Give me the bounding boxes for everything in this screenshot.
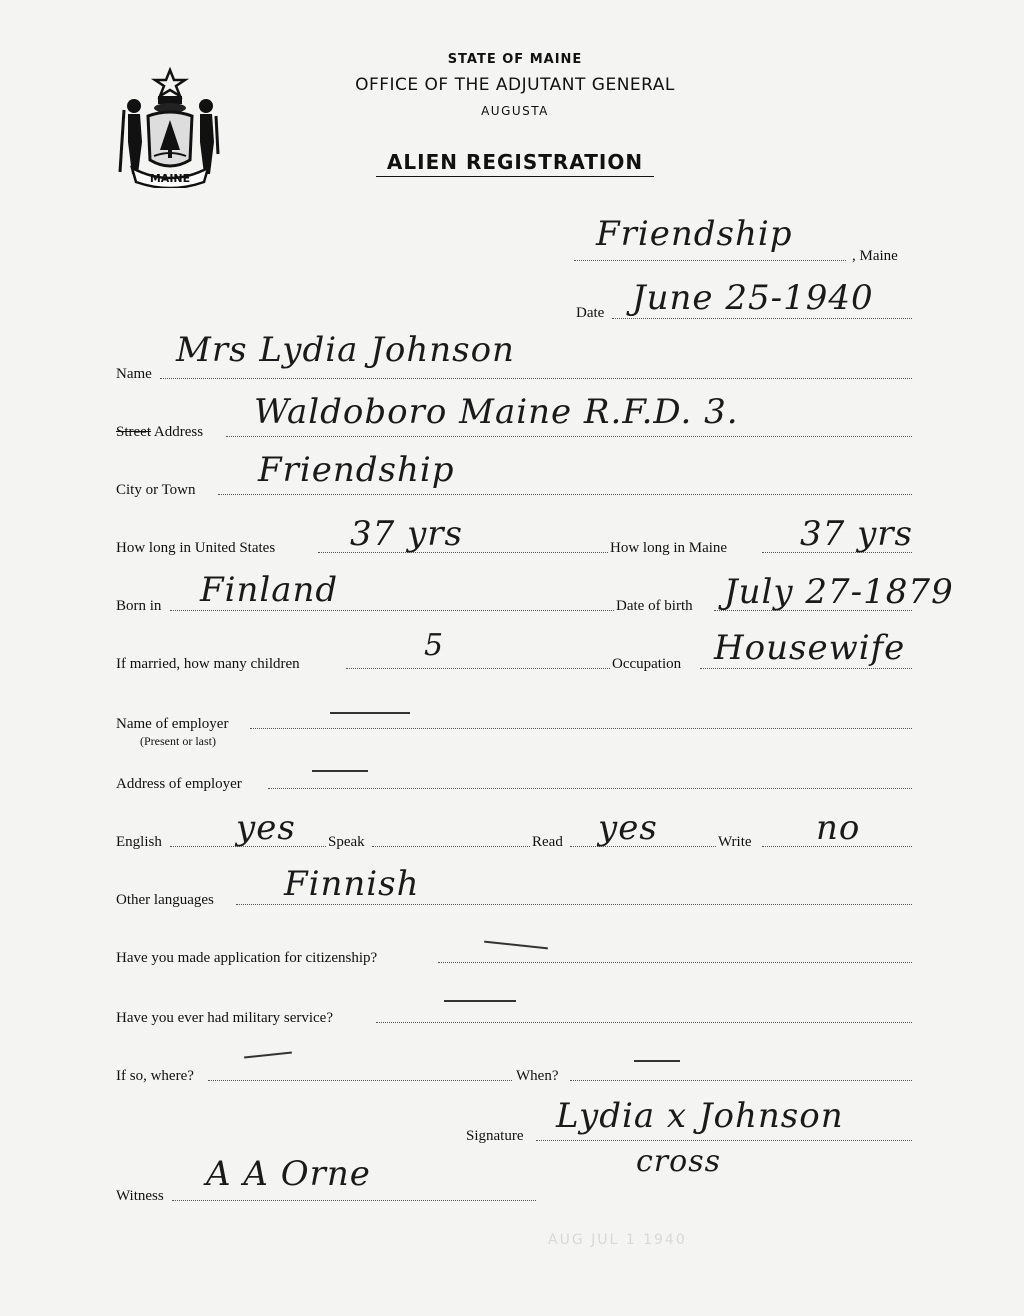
write-label: Write — [718, 834, 752, 850]
signature-note: cross — [636, 1144, 721, 1179]
speak-label: Speak — [328, 834, 365, 850]
city-label: City or Town — [116, 482, 196, 498]
occupation-value: Housewife — [714, 628, 906, 668]
children-value: 5 — [424, 628, 445, 663]
where-dash — [244, 1051, 292, 1058]
children-label: If married, how many children — [116, 656, 300, 672]
other-languages-label: Other languages — [116, 892, 214, 908]
employer-sub-label: (Present or last) — [140, 734, 216, 748]
witness-value: A A Orne — [206, 1154, 371, 1194]
occupation-label: Occupation — [612, 656, 682, 672]
street-address-label — [116, 424, 203, 441]
born-in-value: Finland — [200, 570, 339, 610]
born-in-label: Born in — [116, 598, 162, 614]
write-value: no — [816, 808, 861, 848]
address-word: Address — [151, 424, 204, 440]
read-value: yes — [598, 808, 658, 848]
witness-label: Witness — [116, 1188, 164, 1204]
town-suffix-label: , Maine — [852, 248, 898, 264]
received-stamp: AUG JUL 1 1940 — [548, 1232, 687, 1248]
date-value: June 25-1940 — [632, 278, 874, 318]
street-address-value: Waldoboro Maine R.F.D. 3. — [254, 392, 739, 432]
city-heading: AUGUSTA — [481, 104, 549, 118]
city-value: Friendship — [258, 450, 455, 490]
title-underline — [376, 176, 654, 177]
military-dash — [444, 1000, 516, 1002]
speak-value: yes — [236, 808, 296, 848]
state-heading: STATE OF MAINE — [447, 52, 583, 67]
other-languages-value: Finnish — [284, 864, 420, 904]
employer-dash — [330, 712, 410, 714]
seal-text: MAINE — [149, 172, 191, 185]
employer-label: Name of employer — [116, 716, 229, 732]
read-label: Read — [532, 834, 563, 850]
when-label: When? — [516, 1068, 559, 1084]
date-of-birth-label: Date of birth — [616, 598, 693, 614]
employer-address-label: Address of employer — [116, 776, 242, 792]
when-dash — [634, 1060, 680, 1062]
citizenship-label: Have you made application for citizenship? — [116, 950, 378, 966]
us-duration-label: How long in United States — [116, 540, 276, 556]
town-value: Friendship — [596, 214, 793, 254]
maine-duration-value: 37 yrs — [800, 514, 913, 554]
military-label: Have you ever had military service? — [116, 1010, 333, 1026]
where-label: If so, where? — [116, 1068, 194, 1084]
name-label: Name — [116, 366, 152, 382]
maine-duration-label: How long in Maine — [610, 540, 728, 556]
date-label: Date — [576, 305, 605, 321]
form-title: ALIEN REGISTRATION — [386, 150, 644, 174]
name-value: Mrs Lydia Johnson — [176, 330, 515, 370]
signature-value: Lydia x Johnson — [556, 1096, 844, 1136]
struck-street-word: Street — [116, 424, 151, 440]
citizenship-dash — [484, 941, 548, 950]
date-of-birth-value: July 27-1879 — [724, 572, 954, 612]
us-duration-value: 37 yrs — [350, 514, 463, 554]
office-heading: OFFICE OF THE ADJUTANT GENERAL — [355, 75, 675, 95]
employer-address-dash — [312, 770, 368, 772]
signature-label: Signature — [466, 1128, 524, 1144]
english-label: English — [116, 834, 162, 850]
